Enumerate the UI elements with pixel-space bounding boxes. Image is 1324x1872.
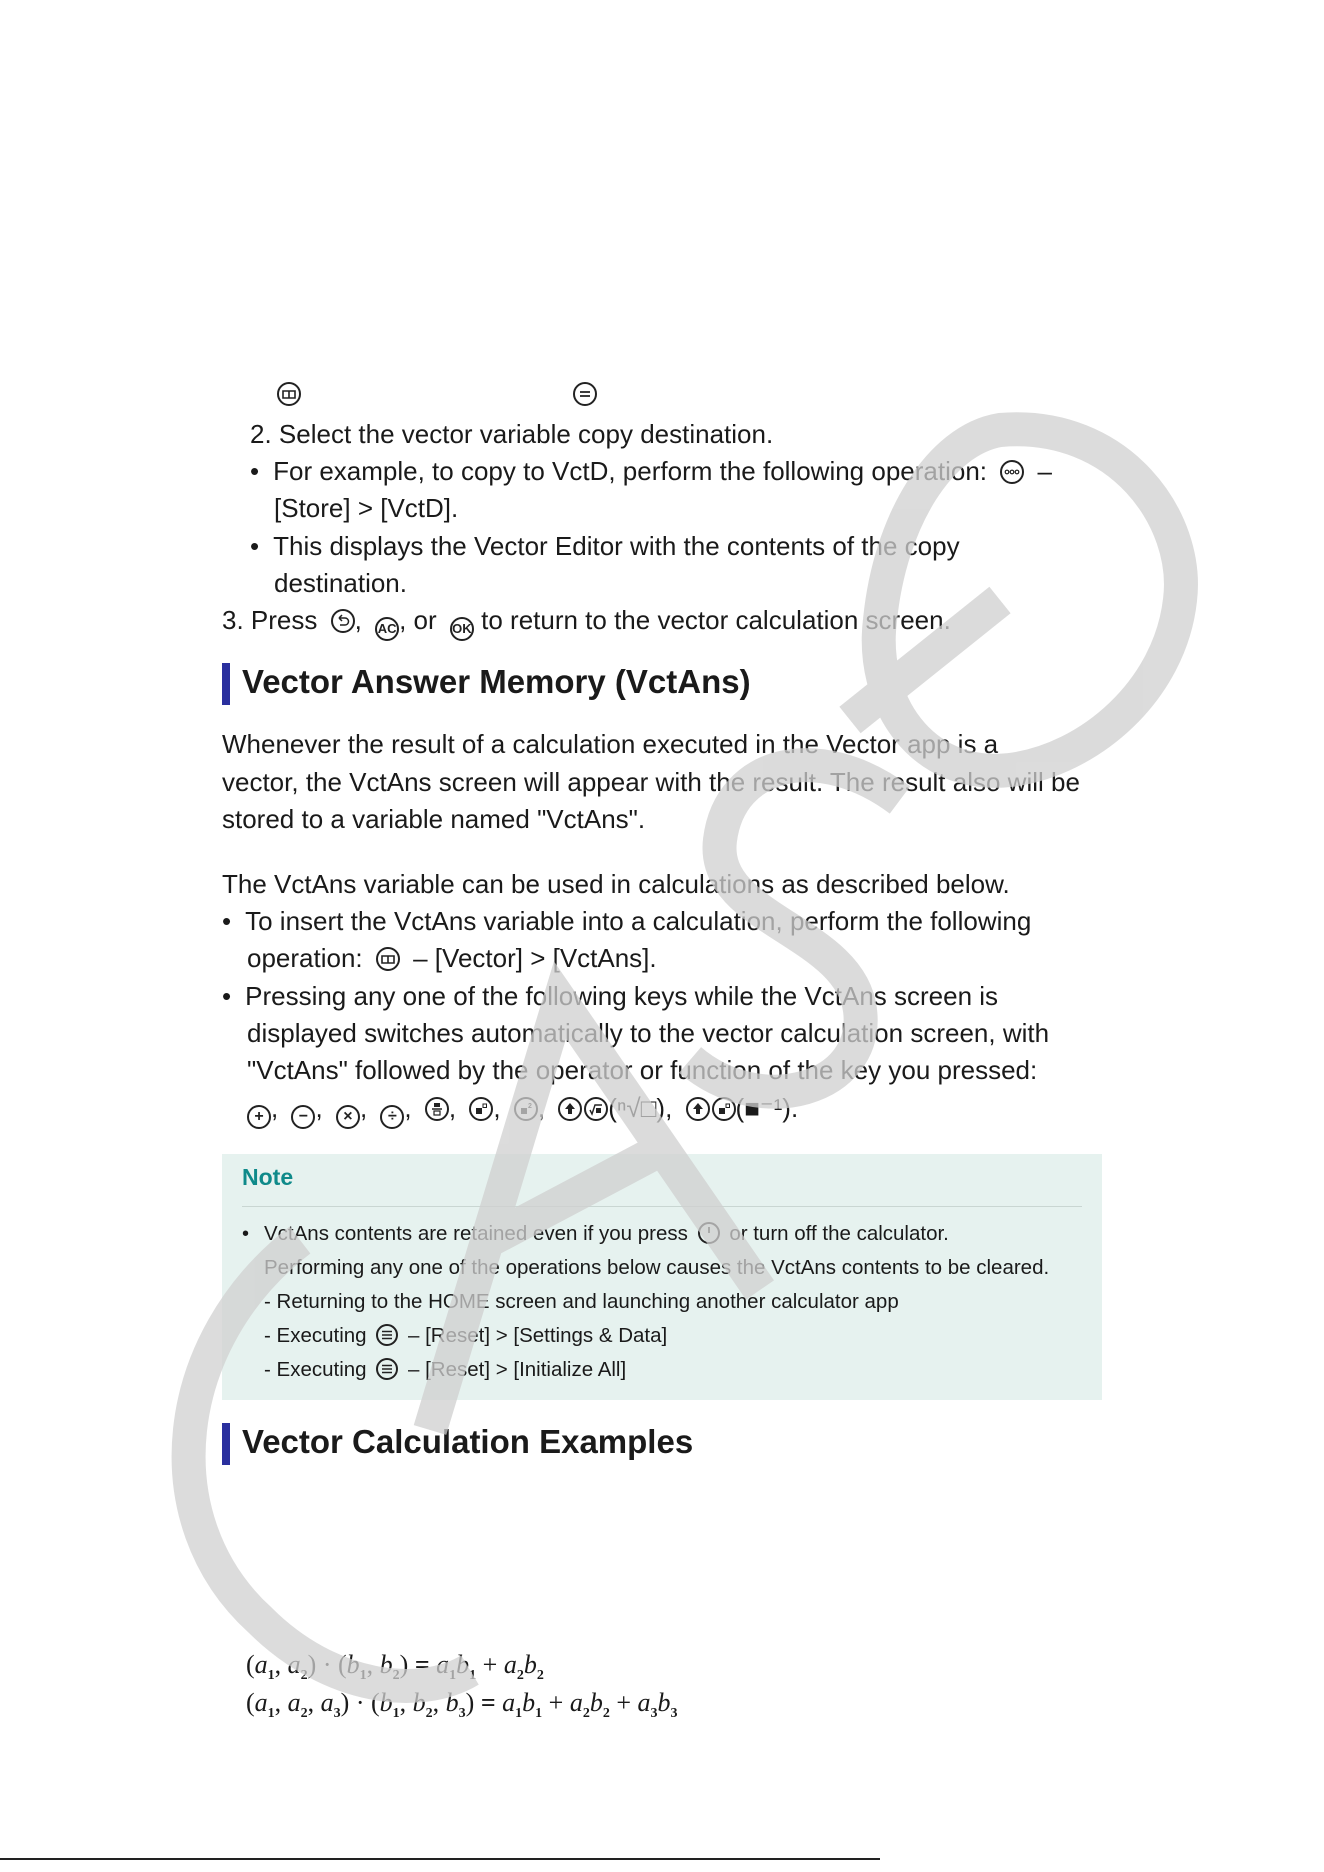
divide-key-icon: ÷ bbox=[380, 1105, 404, 1129]
para-1-line-2: vector, the VctAns screen will appear with the result. The result also will be bbox=[222, 767, 1080, 797]
back-key-icon bbox=[331, 609, 355, 633]
section-1-bullet-2-cont-2: "VctAns" followed by the operator or function of the key you pressed: bbox=[247, 1055, 1038, 1085]
step-2-bullet-2-cont: destination. bbox=[274, 568, 407, 598]
section-heading-vctans: Vector Answer Memory (VctAns) bbox=[222, 660, 751, 704]
plus-key-icon: + bbox=[247, 1105, 271, 1129]
square-key-icon bbox=[514, 1097, 538, 1121]
power-key-icon bbox=[469, 1097, 493, 1121]
section-1-bullet-2-cont-1: displayed switches automatically to the vector calculation screen, with bbox=[247, 1018, 1050, 1048]
sqrt-key-icon bbox=[584, 1097, 608, 1121]
ok-key-icon: OK bbox=[450, 617, 474, 641]
shift-key-icon bbox=[558, 1097, 582, 1121]
shift-key-icon bbox=[686, 1097, 710, 1121]
note-title: Note bbox=[242, 1164, 294, 1190]
note-divider bbox=[242, 1206, 1082, 1207]
operator-keys-line: + , − , × , ÷ , , , 2 , (ⁿ√□), (■⁻¹). bbox=[247, 1090, 798, 1129]
footer-rule bbox=[0, 1858, 880, 1860]
note-line-5: - Executing – [Reset] > [Initialize All] bbox=[264, 1358, 627, 1381]
step-2-title: 2. Select the vector variable copy destination. bbox=[250, 419, 774, 449]
section-1-bullet-2: • Pressing any one of the following keys while the VctAns screen is bbox=[222, 981, 999, 1011]
step-2-bullet-1: • For example, to copy to VctD, perform the following operation: – bbox=[250, 456, 1052, 486]
step-2-bullet-2: • This displays the Vector Editor with the contents of the copy bbox=[250, 531, 960, 561]
ac-key-icon: AC bbox=[375, 617, 399, 641]
note-box bbox=[222, 1154, 1102, 1400]
formula-2d-dot-product: ($a_1$, $a_2) \cdot (b_1$, $b_2) = a_1b_1 + a_2b_2$ bbox=[246, 1650, 544, 1684]
power-key-icon bbox=[712, 1097, 736, 1121]
settings-key-icon bbox=[376, 1324, 398, 1346]
section-heading-examples: Vector Calculation Examples bbox=[222, 1420, 693, 1464]
multiply-key-icon: × bbox=[336, 1105, 360, 1129]
options-key-icon bbox=[1000, 460, 1024, 484]
section-1-bullet-1: • To insert the VctAns variable into a calculation, perform the following bbox=[222, 906, 1032, 936]
para-1-line-1: Whenever the result of a calculation executed in the Vector app is a bbox=[222, 729, 999, 759]
step-2-bullet-1-cont: [Store] > [VctD]. bbox=[274, 493, 459, 523]
step-3: 3. Press , AC , or OK to return to the vector calculation screen. bbox=[222, 602, 951, 641]
fraction-key-icon bbox=[425, 1097, 449, 1121]
note-line-1: VctAns contents are retained even if you press or turn off the calculator. bbox=[264, 1222, 949, 1245]
power-off-key-icon bbox=[698, 1222, 720, 1244]
formula-3d-dot-product: ($a_1$, $a_2$, $a_3) \cdot (b_1$, $b_2$, $b_3) = a_1b_1 + a_2b_2 + a_3b_3$ bbox=[246, 1688, 678, 1722]
note-line-3: - Returning to the HOME screen and launching another calculator app bbox=[264, 1290, 899, 1313]
settings-key-icon bbox=[376, 1358, 398, 1380]
catalog-key-icon bbox=[376, 947, 400, 971]
para-1-line-3: stored to a variable named "VctAns". bbox=[222, 804, 646, 834]
note-line-2: Performing any one of the operations below causes the VctAns contents to be cleared. bbox=[264, 1256, 1050, 1279]
minus-key-icon: − bbox=[291, 1105, 315, 1129]
svg-text:2: 2 bbox=[527, 1103, 532, 1110]
equals-key-icon bbox=[573, 382, 597, 406]
note-line-4: - Executing – [Reset] > [Settings & Data] bbox=[264, 1324, 668, 1347]
para-2: The VctAns variable can be used in calculations as described below. bbox=[222, 869, 1010, 899]
catalog-key-icon bbox=[277, 382, 301, 406]
note-bullet: • bbox=[242, 1223, 250, 1245]
section-1-bullet-1-cont: operation: – [Vector] > [VctAns]. bbox=[247, 943, 657, 973]
